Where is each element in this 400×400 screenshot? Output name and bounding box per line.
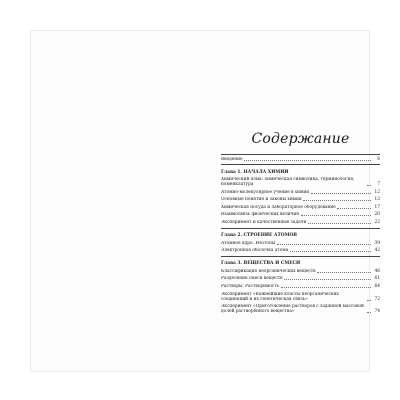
toc-entry-page: 12 xyxy=(374,189,380,195)
toc-entry-page: 13 xyxy=(374,197,380,203)
toc-entry-page: 7 xyxy=(377,182,380,187)
top-rule xyxy=(221,154,380,155)
toc-entry-label: Химическая посуда и лабораторное оборудование xyxy=(221,204,336,210)
toc-entry-page: 64 xyxy=(374,283,380,289)
section-rule xyxy=(221,164,380,165)
toc-entry-page: 74 xyxy=(374,309,380,315)
chapter-1 xyxy=(221,170,380,225)
toc-entry-page: 39 xyxy=(374,240,380,246)
leader-dots xyxy=(317,272,370,273)
toc-entry-label: Взаимосвязь физических величин xyxy=(221,212,300,218)
leader-dots xyxy=(290,251,371,252)
table-of-contents xyxy=(221,154,380,317)
leader-dots xyxy=(367,185,371,186)
toc-entry-page: 22 xyxy=(374,219,380,225)
chapter-title[interactable]: Глава 3. ВЕЩЕСТВА И СМЕСИ xyxy=(221,261,301,267)
toc-entry-label: Атомное ядро. Изотопы xyxy=(221,240,276,246)
toc-entry-page: 46 xyxy=(374,268,380,274)
chapter-title[interactable]: Глава 2. СТРОЕНИЕ АТОМОВ xyxy=(221,233,297,239)
toc-entry-label: Эксперимент «Приготовление растворов с заданной массовой долей растворённого вещества» xyxy=(221,304,364,315)
toc-entry[interactable] xyxy=(221,276,380,281)
toc-entry[interactable] xyxy=(221,220,380,225)
toc-entry[interactable] xyxy=(221,205,380,210)
leader-dots xyxy=(367,312,371,313)
toc-entry[interactable] xyxy=(221,292,380,302)
toc-entry-page: 20 xyxy=(374,212,380,218)
toc-entry-label: Основные понятия и законы химии xyxy=(221,197,302,203)
toc-entry[interactable] xyxy=(221,177,380,187)
toc-entry-page: 17 xyxy=(374,204,380,210)
toc-entry[interactable] xyxy=(221,269,380,274)
toc-entry[interactable] xyxy=(221,241,380,246)
section-rule xyxy=(221,256,380,257)
leader-dots xyxy=(367,300,371,301)
leader-dots xyxy=(303,200,370,201)
leader-dots xyxy=(301,215,371,216)
section-rule xyxy=(221,228,380,229)
toc-entry-label: Разделение смеси веществ xyxy=(221,276,283,282)
leader-dots xyxy=(311,193,371,194)
toc-title: Содержание xyxy=(251,131,350,147)
toc-entry-label: Электронная оболочка атома xyxy=(221,248,289,254)
chapter-3 xyxy=(221,261,380,314)
leader-dots xyxy=(244,160,370,161)
toc-entry[interactable] xyxy=(221,284,380,289)
toc-entry-label: Эксперимент и качественные задачи xyxy=(221,219,307,225)
toc-entry[interactable] xyxy=(221,212,380,217)
toc-entry-label: Эксперимент «Важнейшие классы неорганических соединений и их генетическая связь» xyxy=(221,291,339,302)
toc-entry-label: Химический язык: химическая символика, терминология, номенклатура xyxy=(221,177,355,187)
toc-entry[interactable] xyxy=(221,248,380,253)
toc-entry-label: Классификация неорганических веществ xyxy=(221,268,316,274)
toc-entry-page: 61 xyxy=(374,276,380,282)
toc-entry-intro[interactable] xyxy=(221,157,380,162)
toc-entry-label: Атомно-молекулярное учение в химии xyxy=(221,189,310,195)
leader-dots xyxy=(284,279,370,280)
leader-dots xyxy=(337,208,370,209)
leader-dots xyxy=(277,244,371,245)
toc-entry-page: 6 xyxy=(377,157,380,162)
toc-entry[interactable] xyxy=(221,190,380,195)
toc-entry[interactable] xyxy=(221,304,380,314)
leader-dots xyxy=(281,287,371,288)
toc-entry-page: 72 xyxy=(374,296,380,302)
toc-entry-page: 42 xyxy=(374,248,380,254)
toc-entry-label: Введение xyxy=(221,157,243,162)
toc-entry[interactable] xyxy=(221,197,380,202)
leader-dots xyxy=(308,223,371,224)
chapter-title[interactable]: Глава 1. НАЧАЛА ХИМИИ xyxy=(221,169,289,175)
chapter-2 xyxy=(221,233,380,253)
toc-entry-label: Растворы. Растворимость xyxy=(221,283,280,289)
